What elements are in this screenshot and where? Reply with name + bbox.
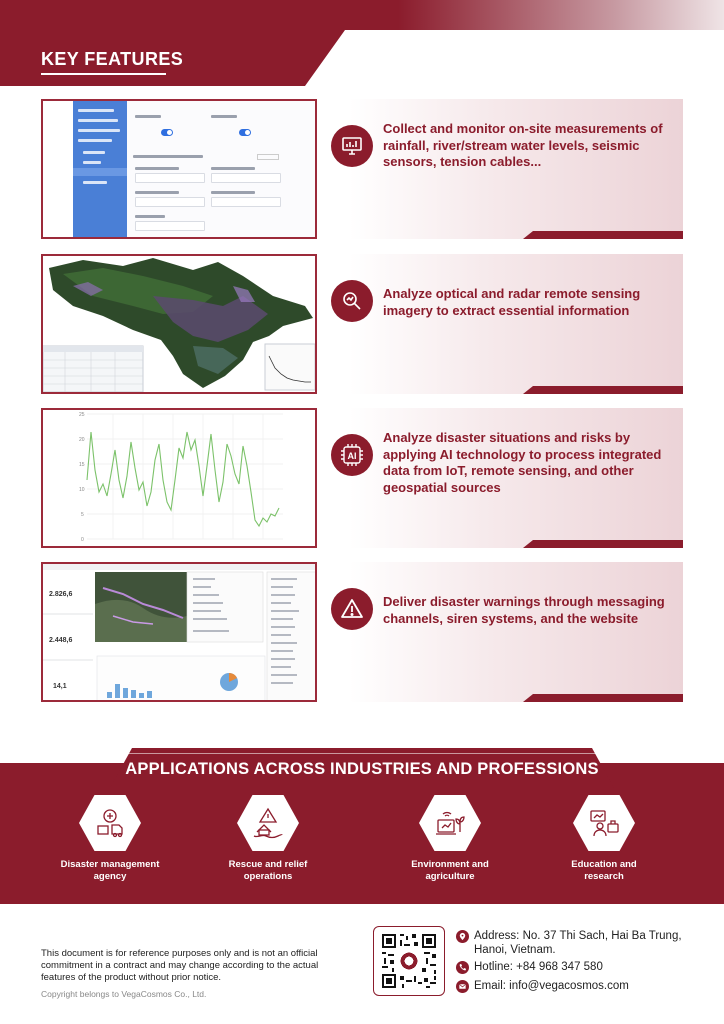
disclaimer-text: This document is for reference purposes only and is not an official commitment in a contract and may change according to the actual features of the product without prior notice. <box>41 948 319 983</box>
feature-text: Analyze optical and radar remote sensing imagery to extract essential information <box>383 286 641 318</box>
stat-value: 2.826,6 <box>49 591 73 598</box>
email-icon <box>456 980 469 993</box>
feature-text: Collect and monitor on-site measurements of rainfall, river/stream water levels, seismic sensors, tension cables... <box>383 121 663 169</box>
stat-value: 14,1 <box>53 683 67 690</box>
y-tick: 15 <box>79 462 85 468</box>
accent-bar <box>523 694 683 702</box>
email-text[interactable]: Email: info@vegacosmos.com <box>474 980 629 992</box>
applications-title: APPLICATIONS ACROSS INDUSTRIES AND PROFESSIONS <box>125 760 599 778</box>
ai-chip-icon <box>331 434 373 476</box>
environment-agriculture-icon <box>419 795 481 851</box>
feature-row-3 <box>41 408 683 548</box>
application-label: Education and research <box>571 859 637 882</box>
education-research-icon <box>573 795 635 851</box>
feature-screenshot-dashboard <box>41 562 317 702</box>
feature-text: Deliver disaster warnings through messaging channels, siren systems, and the website <box>383 594 665 626</box>
location-pin-icon <box>456 930 469 943</box>
qr-code[interactable] <box>373 926 445 996</box>
phone-icon <box>456 961 469 974</box>
accent-bar <box>523 386 683 394</box>
mock-sidebar <box>73 101 127 239</box>
feature-row-1 <box>41 99 683 239</box>
y-tick: 25 <box>79 412 85 418</box>
feature-screenshot-remote-sensing <box>41 254 317 394</box>
accent-bar <box>523 231 683 239</box>
y-tick: 20 <box>79 437 85 443</box>
address-line-1: Address: No. 37 Thi Sach, Hai Ba Trung, <box>474 930 682 942</box>
application-item-environment-agriculture <box>385 795 515 883</box>
accent-bar <box>523 540 683 548</box>
monitoring-screen-icon <box>331 125 373 167</box>
application-label: Disaster management agency <box>60 859 160 882</box>
application-item-disaster-management <box>45 795 175 883</box>
y-tick: 5 <box>81 512 84 518</box>
stat-value: 2.448,6 <box>49 637 73 644</box>
ai-chip-label: AI <box>347 451 357 461</box>
application-item-education-research <box>539 795 669 883</box>
address-line-2: Hanoi, Vietnam. <box>474 944 556 956</box>
application-label: Rescue and relief operations <box>228 859 308 882</box>
applications-tab-outline <box>118 753 606 754</box>
magnifier-analysis-icon <box>331 280 373 322</box>
y-tick: 0 <box>81 537 84 543</box>
application-label: Environment and agriculture <box>411 859 489 882</box>
application-item-rescue-relief <box>203 795 333 883</box>
disaster-management-icon <box>79 795 141 851</box>
title-underline <box>41 73 166 75</box>
feature-screenshot-ai-chart <box>41 408 317 548</box>
feature-row-4 <box>41 562 683 702</box>
feature-row-2 <box>41 254 683 394</box>
feature-text: Analyze disaster situations and risks by applying AI technology to process integrated data from IoT, remote sensing, and other geospatial sources <box>383 430 662 495</box>
mock-form <box>127 101 315 239</box>
warning-triangle-icon <box>331 588 373 630</box>
hotline-text[interactable]: Hotline: +84 968 347 580 <box>474 961 603 973</box>
copyright-text: Copyright belongs to VegaCosmos Co., Ltd. <box>41 989 207 999</box>
y-tick: 10 <box>79 487 85 493</box>
feature-screenshot-monitoring <box>41 99 317 239</box>
rescue-house-warning-icon <box>237 795 299 851</box>
page-title: KEY FEATURES <box>41 49 184 69</box>
